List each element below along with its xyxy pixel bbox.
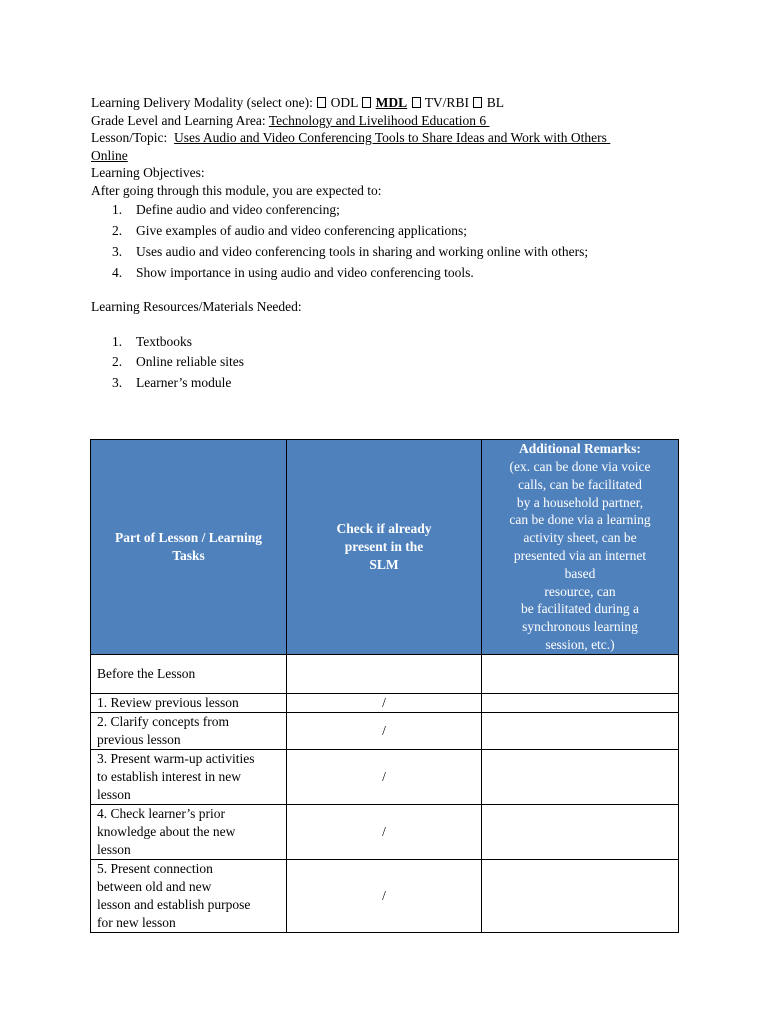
- header-check-slm: Check if already present in the SLM: [287, 440, 482, 655]
- header-additional-remarks: Additional Remarks: (ex. can be done via voice calls, can be facilitated by a household partner, can be done via a learning activity sheet, can be presented via an internet based resource, can be facilitated during a synchronous learning session, etc.): [482, 440, 679, 655]
- topic-line: [91, 129, 691, 147]
- list-item: 4. Show importance in using audio and video conferencing tools.: [112, 265, 474, 280]
- grade-label: Grade Level and Learning Area:: [91, 112, 266, 128]
- list-item: 1. Define audio and video conferencing;: [112, 202, 340, 217]
- table-row: [91, 750, 679, 805]
- task-cell: 1. Review previous lesson: [91, 694, 287, 713]
- task-cell: 3. Present warm-up activities to establish interest in new lesson: [91, 750, 287, 805]
- objectives-intro: After going through this module, you are expected to:: [91, 182, 382, 198]
- grade-line: [91, 112, 691, 130]
- list-item: 3. Uses audio and video conferencing tools in sharing and working online with others;: [112, 244, 589, 259]
- remarks-cell[interactable]: [482, 805, 679, 860]
- topic-value-continued: Online: [91, 147, 128, 163]
- modality-label: Learning Delivery Modality (select one):: [91, 95, 313, 110]
- lesson-tasks-table: [90, 439, 679, 933]
- table-row: [91, 860, 679, 933]
- list-item: 3. Learner’s module: [112, 374, 232, 390]
- objectives-list: [91, 201, 691, 281]
- check-cell[interactable]: /: [287, 694, 482, 713]
- checkbox-odl[interactable]: [317, 97, 326, 108]
- remarks-cell[interactable]: [482, 655, 679, 694]
- table-row: [91, 694, 679, 713]
- checkbox-bl[interactable]: [473, 97, 482, 108]
- list-item: 1. Textbooks: [112, 333, 193, 349]
- check-cell[interactable]: /: [287, 805, 482, 860]
- check-cell[interactable]: /: [287, 860, 482, 933]
- checkbox-tv-rbi[interactable]: [412, 97, 421, 108]
- check-cell[interactable]: /: [287, 750, 482, 805]
- option-mdl-selected: MDL: [375, 95, 408, 110]
- option-tv-rbi: TV/RBI: [424, 95, 469, 110]
- header-part-of-lesson: Part of Lesson / Learning Tasks: [91, 440, 287, 655]
- remarks-cell[interactable]: [482, 860, 679, 933]
- resources-list: [91, 333, 691, 391]
- table-row: [91, 805, 679, 860]
- objectives-heading: Learning Objectives:: [91, 165, 205, 180]
- option-bl: BL: [486, 95, 504, 110]
- task-cell: 5. Present connection between old and new lesson and establish purpose for new lesson: [91, 860, 287, 933]
- check-cell[interactable]: [287, 655, 482, 694]
- remarks-cell[interactable]: [482, 750, 679, 805]
- remarks-cell[interactable]: [482, 694, 679, 713]
- option-odl: ODL: [330, 95, 358, 110]
- section-before-lesson: Before the Lesson: [91, 655, 287, 694]
- list-item: 2. Give examples of audio and video conferencing applications;: [112, 223, 468, 238]
- topic-line-2: [91, 147, 691, 165]
- table-section-row: [91, 655, 679, 694]
- task-cell: 2. Clarify concepts from previous lesson: [91, 713, 287, 750]
- grade-value: Technology and Livelihood Education 6: [268, 112, 487, 128]
- list-item: 2. Online reliable sites: [112, 354, 244, 369]
- checkbox-mdl[interactable]: [362, 97, 371, 108]
- document-body: [91, 94, 691, 394]
- topic-label: Lesson/Topic:: [91, 130, 168, 145]
- modality-line: [91, 94, 691, 112]
- remarks-cell[interactable]: [482, 713, 679, 750]
- topic-value: Uses Audio and Video Conferencing Tools to Share Ideas and Work with Others: [174, 130, 607, 145]
- table-row: [91, 713, 679, 750]
- task-cell: 4. Check learner’s prior knowledge about the new lesson: [91, 805, 287, 860]
- resources-heading: Learning Resources/Materials Needed:: [91, 299, 302, 314]
- check-cell[interactable]: /: [287, 713, 482, 750]
